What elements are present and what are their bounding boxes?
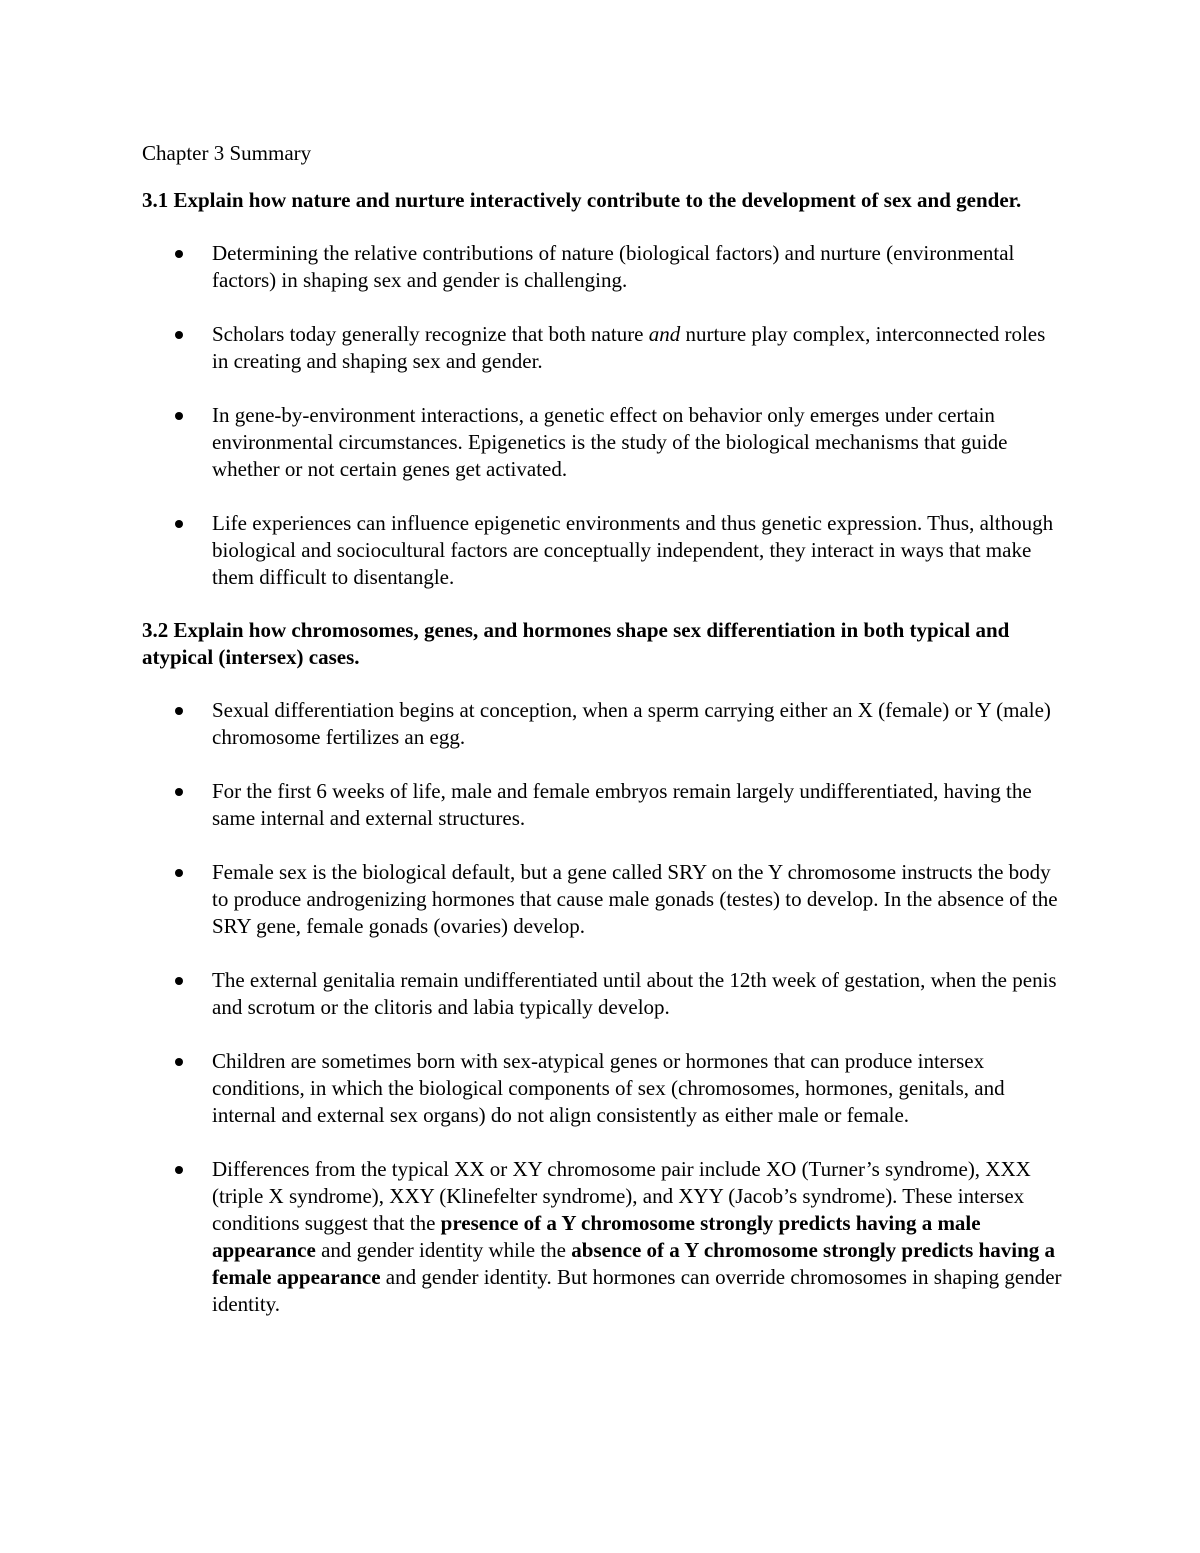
list-item <box>142 697 1062 751</box>
list-item <box>142 1156 1062 1318</box>
bullet-text: Female sex is the biological default, but a gene called SRY on the Y chromosome instructs the body to produce androgenizing hormones that cause male gonads (testes) to develop. In the absence of the SRY gene, female gonads (ovaries) develop. <box>212 860 1058 938</box>
bullet-text: Children are sometimes born with sex-atypical genes or hormones that can produce intersex conditions, in which the biological components of sex (chromosomes, hormones, genitals, and internal and external sex organs) do not align consistently as either male or female. <box>212 1049 1005 1127</box>
list-item <box>142 859 1062 940</box>
bullet-icon <box>175 331 183 339</box>
bullet-text-part: nurture play complex, interconnected roles in creating and shaping sex and gender. <box>212 322 1046 373</box>
emphasis-text: and <box>648 322 681 346</box>
bullet-text-part: and gender identity while the <box>315 1238 572 1262</box>
bullet-icon <box>175 707 183 715</box>
bullet-list-3-2 <box>142 697 1062 1318</box>
bullet-text: In gene-by-environment interactions, a genetic effect on behavior only emerges under certain environmental circumstances. Epigenetics is the study of the biological mechanisms that guide whether or not certain genes get activated. <box>212 403 1008 481</box>
list-item <box>142 967 1062 1021</box>
bullet-text: For the first 6 weeks of life, male and female embryos remain largely undifferentiated, having the same internal and external structures. <box>212 779 1032 830</box>
bullet-icon <box>175 1166 183 1174</box>
bullet-text-part: Scholars today generally recognize that both nature <box>212 322 649 346</box>
document-title: Chapter 3 Summary <box>142 141 312 165</box>
list-item <box>142 510 1062 591</box>
bullet-text: Determining the relative contributions of nature (biological factors) and nurture (environmental factors) in shaping sex and gender is challenging. <box>212 241 1015 292</box>
bullet-icon <box>175 1058 183 1066</box>
section-heading-3-1: 3.1 Explain how nature and nurture interactively contribute to the development of sex and gender. <box>142 188 1022 212</box>
section-heading-3-2: 3.2 Explain how chromosomes, genes, and hormones shape sex differentiation in both typical and atypical (intersex) cases. <box>142 618 1010 669</box>
bullet-text: Sexual differentiation begins at conception, when a sperm carrying either an X (female) or Y (male) chromosome fertilizes an egg. <box>212 698 1051 749</box>
bullet-text: The external genitalia remain undifferentiated until about the 12th week of gestation, when the penis and scrotum or the clitoris and labia typically develop. <box>212 968 1057 1019</box>
list-item <box>142 778 1062 832</box>
bullet-icon <box>175 869 183 877</box>
bold-text: presence of a Y chromosome strongly predicts having a male appearance <box>212 1211 981 1262</box>
list-item <box>142 1048 1062 1129</box>
bullet-text-part: and gender identity. But hormones can override chromosomes in shaping gender identity. <box>212 1265 1062 1316</box>
bullet-icon <box>175 412 183 420</box>
bullet-icon <box>175 250 183 258</box>
bullet-icon <box>175 520 183 528</box>
bullet-text-part: Differences from the typical XX or XY chromosome pair include XO (Turner’s syndrome), XXX (triple X syndrome), XXY (Klinefelter syndrome), and XYY (Jacob’s syndrome). These intersex conditions suggest that the <box>212 1157 1031 1235</box>
bullet-list-3-1 <box>142 240 1062 591</box>
bullet-text: Life experiences can influence epigenetic environments and thus genetic expression. Thus, although biological and sociocultural factors are conceptually independent, they interact in ways that make them difficult to disentangle. <box>212 511 1054 589</box>
bullet-icon <box>175 788 183 796</box>
list-item <box>142 240 1062 294</box>
bold-text: absence of a Y chromosome strongly predicts having a female appearance <box>212 1238 1056 1289</box>
list-item <box>142 321 1062 375</box>
list-item <box>142 402 1062 483</box>
document-page <box>142 140 1062 1318</box>
bullet-icon <box>175 977 183 985</box>
